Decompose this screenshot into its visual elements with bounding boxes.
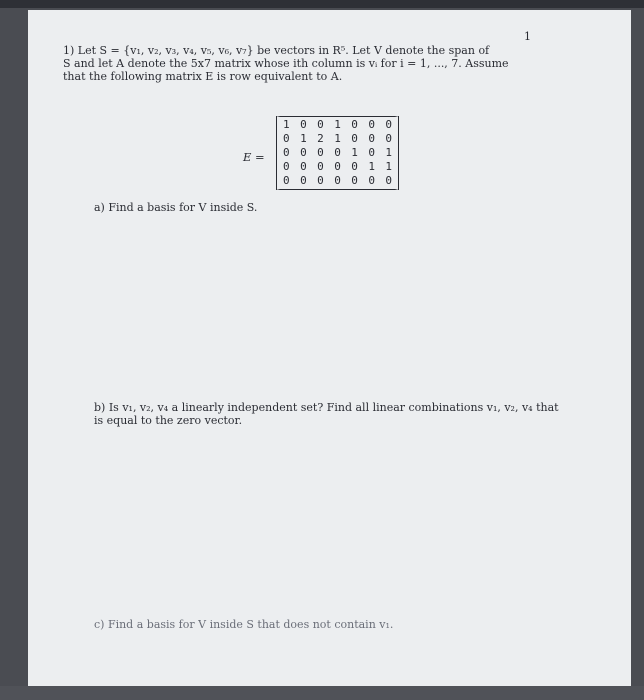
matrix-cell: 0 [385,118,392,131]
problem-line-3: that the following matrix E is row equivalent to A. [63,70,343,83]
question-b-line-1: b) Is v₁, v₂, v₄ a linearly independent set? Find all linear combinations v₁, v₂, v₄ that [94,401,559,414]
matrix-cell: 1 [334,132,341,145]
matrix-cell: 0 [317,160,324,173]
matrix-cell: 1 [385,160,392,173]
matrix-cell: 1 [368,160,375,173]
question-a [94,201,257,214]
question-c-text: c) Find a basis for V inside S that does not contain v₁. [94,618,394,631]
matrix-cell: 1 [334,118,341,131]
question-b [94,401,562,427]
matrix-cell: 0 [368,132,375,145]
matrix-cell: 0 [300,146,307,159]
matrix-cell: 0 [300,160,307,173]
matrix-cell: 1 [351,146,358,159]
matrix-e [276,116,399,190]
matrix-cell: 0 [283,146,290,159]
matrix-cell: 0 [317,146,324,159]
paper-sheet [28,10,631,686]
matrix-cell: 0 [283,174,290,187]
matrix-cell: 0 [368,146,375,159]
matrix-cell: 0 [351,118,358,131]
matrix-cell: 0 [385,174,392,187]
matrix-cell: 0 [300,118,307,131]
matrix-cell: 0 [283,132,290,145]
matrix-row [277,174,398,188]
matrix-cell: 0 [385,132,392,145]
matrix-label: E = [243,150,265,164]
matrix-cell: 0 [334,174,341,187]
matrix-cell: 0 [351,160,358,173]
matrix-row [277,160,398,174]
problem-line-1: 1) Let S = {v₁, v₂, v₃, v₄, v₅, v₆, v₇} be vectors in R⁵. Let V denote the span of [63,44,490,57]
matrix-cell: 0 [368,118,375,131]
matrix-cell: 1 [283,118,290,131]
matrix-cell: 0 [351,132,358,145]
matrix-cell: 0 [317,118,324,131]
bottom-edge [0,686,644,700]
question-c [94,618,393,631]
matrix-cell: 0 [368,174,375,187]
question-b-line-2: is equal to the zero vector. [94,414,243,427]
matrix-cell: 0 [317,174,324,187]
matrix-row [277,118,398,132]
matrix-row [277,132,398,146]
problem-line-2: S and let A denote the 5x7 matrix whose ith column is vᵢ for i = 1, ..., 7. Assume [63,57,509,70]
matrix-cell: 1 [300,132,307,145]
matrix-cell: 1 [385,146,392,159]
top-edge [0,0,644,8]
matrix-cell: 0 [351,174,358,187]
page-number: 1 [524,30,531,43]
matrix-cell: 0 [283,160,290,173]
matrix-cell: 0 [334,146,341,159]
matrix-cell: 0 [300,174,307,187]
matrix-cell: 2 [317,132,324,145]
matrix-row [277,146,398,160]
question-a-text: a) Find a basis for V inside S. [94,201,258,214]
problem-statement [63,44,563,83]
matrix-cell: 0 [334,160,341,173]
